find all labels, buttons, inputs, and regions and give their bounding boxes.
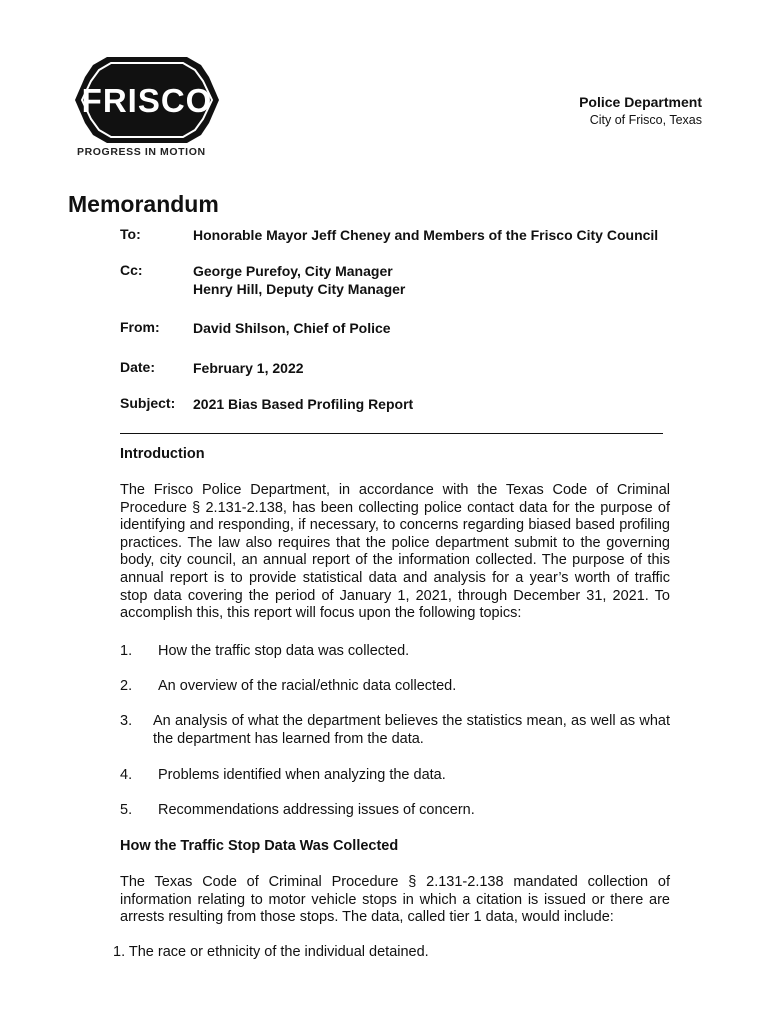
cc-value-2: Henry Hill, Deputy City Manager bbox=[193, 281, 406, 297]
tier1-item-1: 1. The race or ethnicity of the individual detained. bbox=[113, 944, 429, 960]
topic-text: Recommendations addressing issues of concern. bbox=[158, 802, 475, 818]
from-label: From: bbox=[120, 319, 160, 335]
memo-title: Memorandum bbox=[68, 191, 219, 217]
topic-number: 2. bbox=[120, 678, 133, 694]
topic-number: 4. bbox=[120, 767, 133, 783]
topic-text: An analysis of what the department believes the statistics mean, as well as what the department has learned from the data. bbox=[153, 713, 670, 747]
cc-value-1: George Purefoy, City Manager bbox=[193, 263, 393, 279]
topic-number: 1. bbox=[120, 643, 133, 659]
topic-text: Problems identified when analyzing the data. bbox=[158, 767, 446, 783]
from-value: David Shilson, Chief of Police bbox=[193, 320, 391, 336]
collection-heading: How the Traffic Stop Data Was Collected bbox=[120, 838, 399, 854]
introduction-heading: Introduction bbox=[120, 446, 205, 462]
logo-wordmark: FRISCO bbox=[81, 82, 213, 119]
department-city: City of Frisco, Texas bbox=[589, 113, 702, 127]
topic-number: 5. bbox=[120, 802, 133, 818]
cc-label: Cc: bbox=[120, 262, 143, 278]
department-name: Police Department bbox=[579, 94, 702, 110]
subject-value: 2021 Bias Based Profiling Report bbox=[193, 396, 414, 412]
topic-text: How the traffic stop data was collected. bbox=[158, 643, 410, 659]
topic-text: An overview of the racial/ethnic data collected. bbox=[158, 678, 457, 694]
to-value: Honorable Mayor Jeff Cheney and Members of the Frisco City Council bbox=[193, 227, 659, 243]
date-value: February 1, 2022 bbox=[193, 360, 304, 376]
date-label: Date: bbox=[120, 359, 156, 375]
topic-number: 3. bbox=[120, 713, 133, 729]
collection-paragraph: The Texas Code of Criminal Procedure § 2.131-2.138 mandated collection of information relating to motor vehicle stops in which a citation is issued or there are arrests resulting from those stops. The data, called tier 1 data, would include: bbox=[120, 874, 670, 926]
introduction-paragraph: The Frisco Police Department, in accordance with the Texas Code of Criminal Procedure § 2.131-2.138, has been collecting police contact data for the purpose of identifying and responding, if necessary, to concerns regarding biased based profiling practices. The law also requires that the police department submit to the governing body, city council, an annual report of the information collected. The purpose of this annual report is to provide statistical data and analysis for a year’s worth of traffic stop data covering the period of January 1, 2021, through December 31, 2021. To accomplish this, this report will focus upon the following topics: bbox=[120, 482, 670, 622]
frisco-logo-badge bbox=[67, 55, 227, 145]
department-block bbox=[579, 94, 702, 127]
logo-tagline: PROGRESS IN MOTION bbox=[77, 146, 206, 158]
subject-label: Subject: bbox=[120, 395, 176, 411]
header-divider bbox=[120, 433, 663, 434]
to-label: To: bbox=[120, 226, 141, 242]
